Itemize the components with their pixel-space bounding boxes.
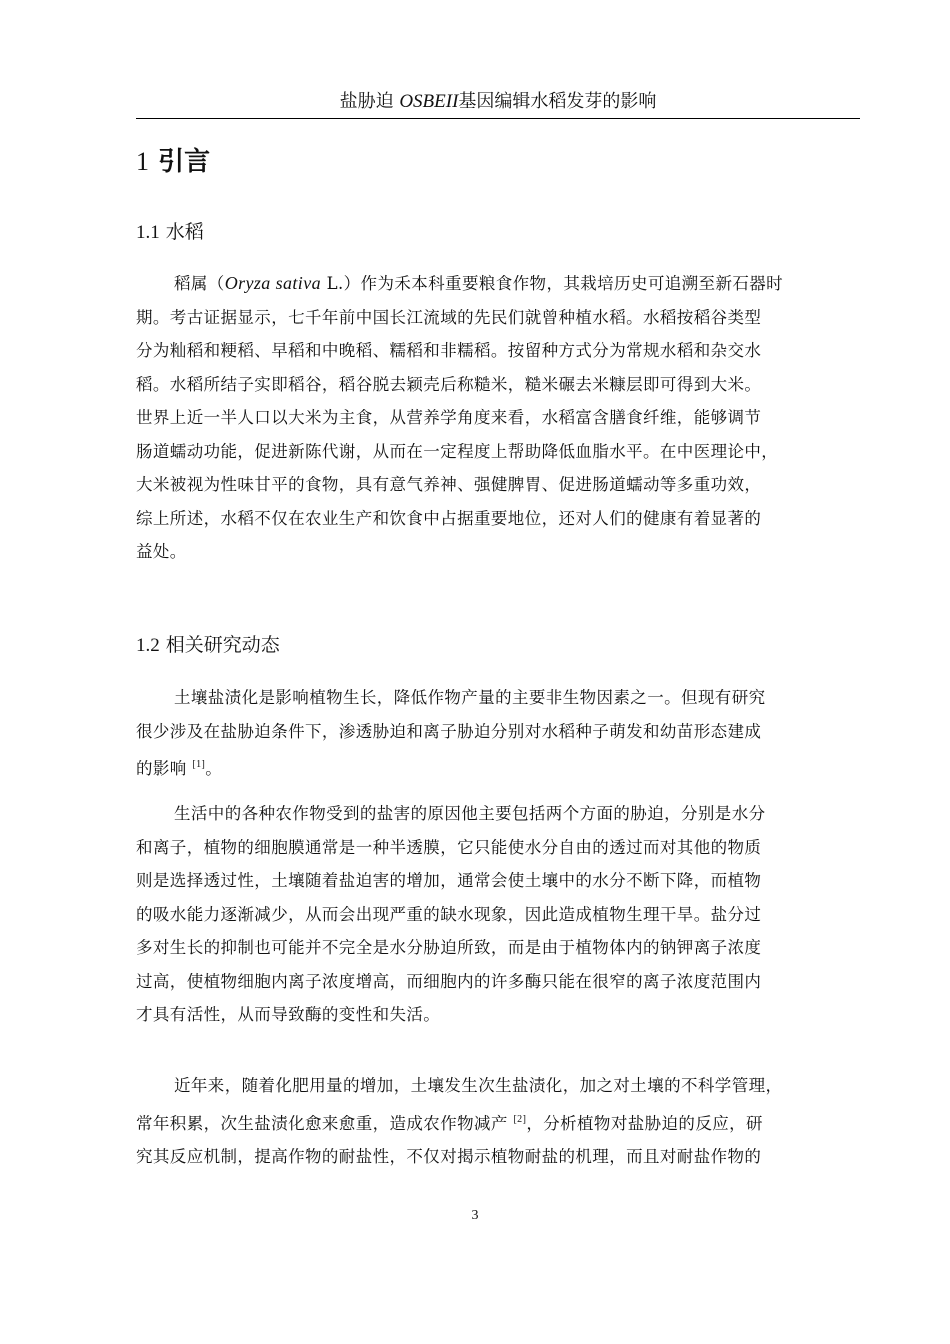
section-title-text: 水稻 [165, 221, 204, 243]
paragraph-line [136, 748, 866, 786]
paragraph-line: 益处。 [136, 542, 187, 561]
chapter-title-text: 引言 [158, 147, 211, 177]
paragraph-line: 很少涉及在盐胁迫条件下，渗透胁迫和离子胁迫分别对水稻种子萌发和幼苗形态建成 [136, 721, 762, 741]
section-number: 1.2 [136, 635, 160, 656]
paragraph-line: 才具有活性，从而导致酶的变性和失活。 [136, 1005, 441, 1024]
text-run: L.）作为禾本科重要粮食作物，其栽培历史可追溯至新石器时 [321, 274, 784, 293]
text-run: 的影响 [136, 759, 193, 778]
paragraph-line: 土壤盐渍化是影响植物生长，降低作物产量的主要非生物因素之一。但现有研究 [174, 688, 766, 707]
paragraph-line: 多对生长的抑制也可能并不完全是水分胁迫所致，而是由于植物体内的钠钾离子浓度 [136, 938, 762, 957]
paragraph-salt-damage [136, 797, 866, 1032]
chapter-title [136, 144, 210, 180]
paragraph-line [136, 1103, 866, 1141]
text-run: 稻属（ [174, 274, 225, 293]
section-title-1-2 [136, 631, 280, 660]
text-run: 常年积累，次生盐渍化愈来愈重，造成农作物减产 [136, 1113, 514, 1133]
running-header [136, 90, 860, 119]
chapter-number: 1 [136, 147, 149, 176]
paragraph-line: 和离子，植物的细胞膜通常是一种半透膜，它只能使水分自由的透过而对其他的物质 [136, 837, 762, 857]
species-name: Oryza sativa [224, 273, 321, 293]
text-run: 。 [205, 759, 223, 778]
paragraph-salinization [136, 681, 866, 786]
paragraph-line: 稻。水稻所结子实即稻谷，稻谷脱去颖壳后称糙米，糙米碾去米糠层即可得到大米。 [136, 374, 762, 394]
citation-1[interactable]: [1] [192, 759, 206, 770]
section-title-1-1 [136, 218, 204, 247]
paragraph-line: 期。考古证据显示，七千年前中国长江流域的先民们就曾种植水稻。水稻按稻谷类型 [136, 307, 762, 327]
paragraph-line: 肠道蠕动功能，促进新陈代谢，从而在一定程度上帮助降低血脂水平。在中医理论中， [136, 441, 779, 461]
paragraph-line [136, 267, 866, 301]
paragraph-line: 大米被视为性味甘平的食物，具有意气养神、强健脾胃、促进肠道蠕动等多重功效， [136, 475, 762, 494]
paragraph-line: 分为籼稻和粳稻、早稻和中晚稻、糯稻和非糯稻。按留种方式分为常规水稻和杂交水 [136, 341, 762, 360]
paragraph-line: 综上所述，水稻不仅在农业生产和饮食中占据重要地位，还对人们的健康有着显著的 [136, 508, 762, 528]
section-number: 1.1 [136, 222, 160, 243]
paragraph-rice-intro [136, 267, 866, 569]
paragraph-secondary-salinization [136, 1069, 866, 1174]
paragraph-line: 则是选择透过性，土壤随着盐迫害的增加，通常会使土壤中的水分不断下降，而植物 [136, 871, 762, 890]
header-prefix: 盐胁迫 [339, 91, 400, 112]
paragraph-line: 过高，使植物细胞内离子浓度增高，而细胞内的许多酶只能在很窄的离子浓度范围内 [136, 971, 762, 991]
paragraph-line: 究其反应机制，提高作物的耐盐性，不仅对揭示植物耐盐的机理，而且对耐盐作物的 [136, 1147, 762, 1166]
paragraph-line: 的吸水能力逐渐减少，从而会出现严重的缺水现象，因此造成植物生理干旱。盐分过 [136, 904, 762, 924]
paragraph-line: 生活中的各种农作物受到的盐害的原因他主要包括两个方面的胁迫，分别是水分 [174, 804, 766, 823]
header-gene-name: OSBEII [399, 91, 459, 112]
page-number: 3 [471, 1208, 479, 1223]
paragraph-line: 近年来，随着化肥用量的增加，土壤发生次生盐渍化，加之对土壤的不科学管理， [174, 1076, 783, 1095]
header-suffix: 基因编辑水稻发芽的影响 [458, 91, 657, 112]
text-run: ，分析植物对盐胁迫的反应，研 [526, 1113, 763, 1133]
paragraph-line: 世界上近一半人口以大米为主食，从营养学角度来看，水稻富含膳食纤维，能够调节 [136, 408, 762, 427]
citation-2[interactable]: [2] [513, 1113, 527, 1125]
section-title-text: 相关研究动态 [165, 634, 280, 656]
